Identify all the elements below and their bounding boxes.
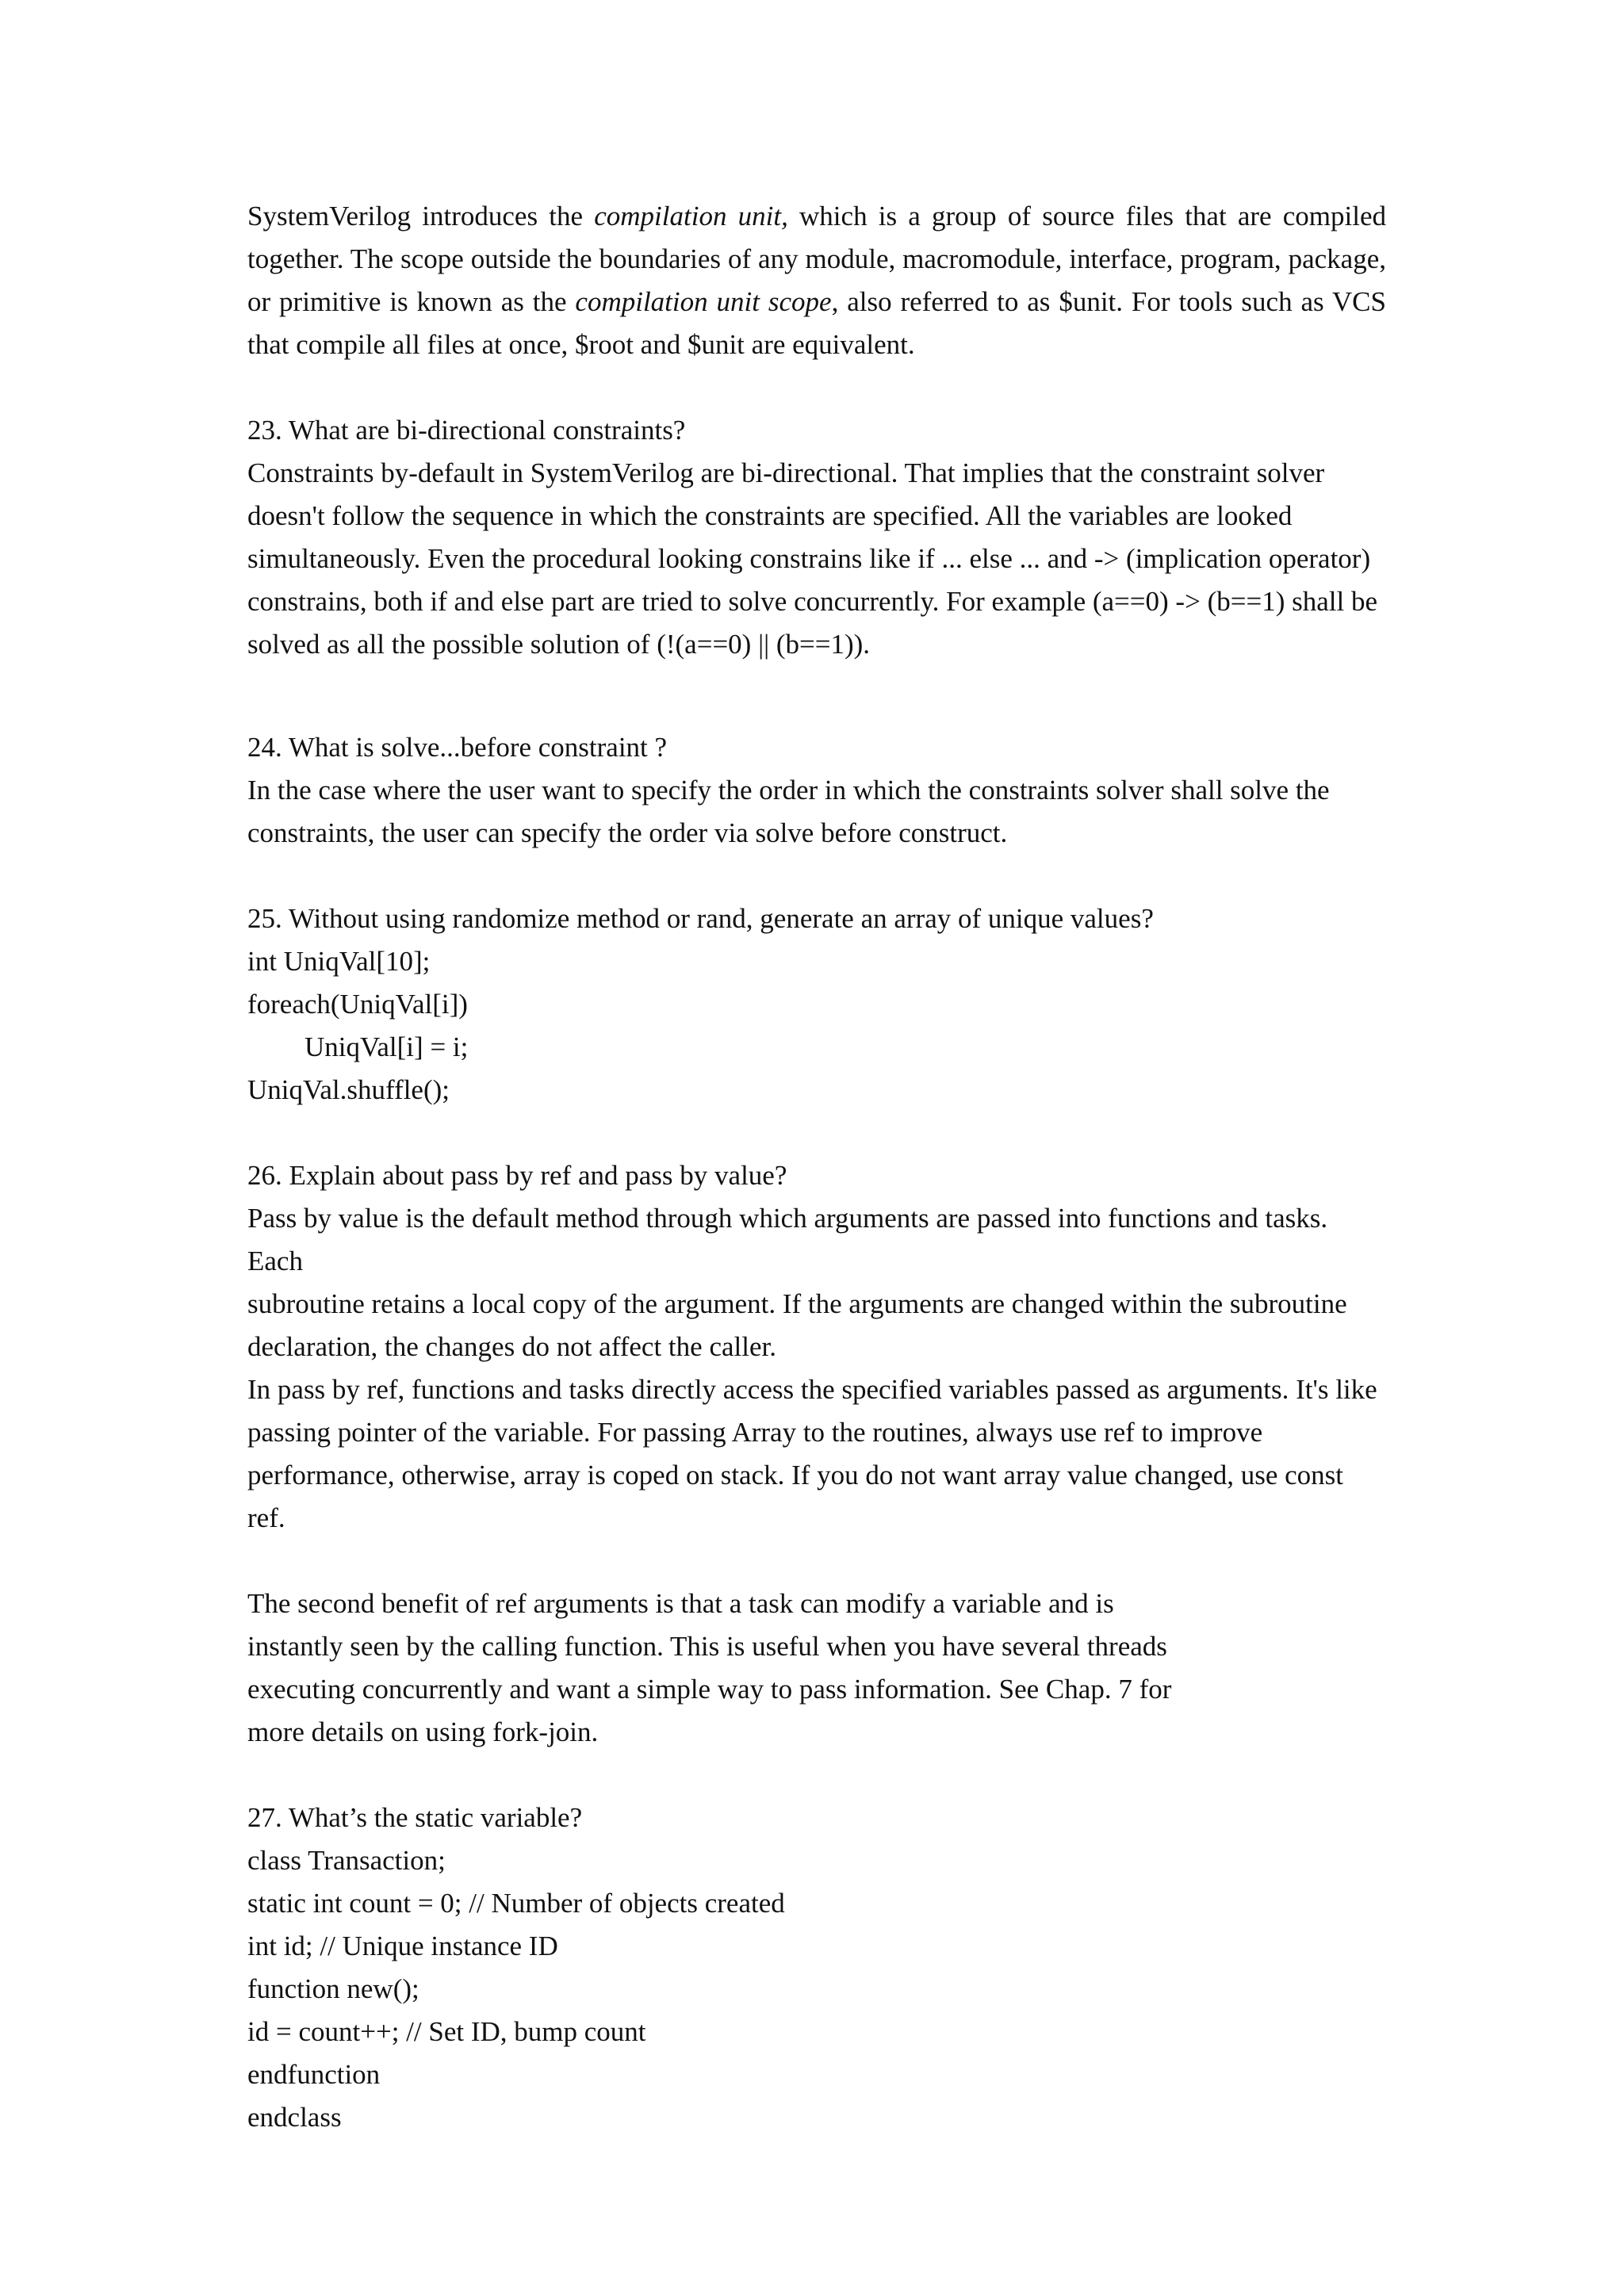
spacer — [247, 855, 1386, 897]
q26-extra-line-4: more details on using fork-join. — [247, 1716, 599, 1747]
q27-code-line-2: static int count = 0; // Number of objects created — [247, 1888, 785, 1919]
q23-line-1: Constraints by-default in SystemVerilog are bi-directional. That implies that the constraint solver — [247, 457, 1325, 488]
question-24 — [247, 726, 1386, 855]
q26-line-4: In pass by ref, functions and tasks directly access the specified variables passed as arguments. It's like — [247, 1374, 1377, 1405]
intro-line-2: together. The scope outside the boundaries of any module, macromodule, interface, program, package, — [247, 243, 1386, 274]
q27-code-line-5: id = count++; // Set ID, bump count — [247, 2016, 646, 2047]
intro-line-3-tail: , also referred to as $unit. For tools such as VCS — [831, 286, 1386, 317]
q27-code-line-1: class Transaction; — [247, 1845, 446, 1876]
question-26 — [247, 1154, 1386, 1754]
q23-line-2: doesn't follow the sequence in which the constraints are specified. All the variables are looked — [247, 500, 1293, 531]
q26-extra-line-3: executing concurrently and want a simple way to pass information. See Chap. 7 for — [247, 1674, 1172, 1705]
intro-line-3 — [247, 281, 1386, 323]
intro-line-3-text: or primitive is known as the — [247, 286, 576, 317]
question-23-title: 23. What are bi-directional constraints? — [247, 415, 686, 446]
q27-code-line-3: int id; // Unique instance ID — [247, 1931, 558, 1961]
q25-code-line-1: int UniqVal[10]; — [247, 946, 431, 977]
intro-line-1-text: SystemVerilog introduces the — [247, 201, 595, 232]
q25-code-line-4: UniqVal.shuffle(); — [247, 1074, 450, 1105]
q23-line-3: simultaneously. Even the procedural looking constrains like if ... else ... and -> (implication operator) — [247, 543, 1371, 574]
question-24-title: 24. What is solve...before constraint ? — [247, 732, 668, 763]
spacer — [247, 1540, 1386, 1582]
spacer — [247, 1754, 1386, 1797]
q23-line-4: constrains, both if and else part are tried to solve concurrently. For example (a==0) -> (b==1) shall be — [247, 586, 1378, 617]
page-content — [247, 195, 1386, 2139]
q26-line-2: subroutine retains a local copy of the argument. If the arguments are changed within the subroutine — [247, 1288, 1347, 1319]
compilation-unit-term: compilation unit, — [594, 201, 788, 232]
spacer — [247, 1112, 1386, 1154]
q24-line-2: constraints, the user can specify the order via solve before construct. — [247, 817, 1008, 848]
q27-code-line-6: endfunction — [247, 2059, 381, 2090]
q26-line-5: passing pointer of the variable. For passing Array to the routines, always use ref to improve — [247, 1417, 1263, 1448]
intro-line-1 — [247, 195, 1386, 238]
intro-line-4: that compile all files at once, $root and $unit are equivalent. — [247, 329, 915, 360]
q26-line-6: performance, otherwise, array is coped on stack. If you do not want array value changed, use const ref. — [247, 1460, 1343, 1533]
question-25 — [247, 897, 1386, 1112]
q27-code-line-4: function new(); — [247, 1973, 419, 2004]
q26-extra-line-2: instantly seen by the calling function. This is useful when you have several threads — [247, 1631, 1167, 1662]
question-23 — [247, 409, 1386, 666]
intro-paragraph — [247, 195, 1386, 366]
q27-code-line-7: endclass — [247, 2102, 342, 2133]
q25-code-line-3: UniqVal[i] = i; — [304, 1031, 469, 1062]
q26-line-1: Pass by value is the default method through which arguments are passed into functions and tasks. Each — [247, 1203, 1328, 1276]
question-27 — [247, 1797, 1386, 2139]
intro-line-1-tail: which is a group of source files that are compiled — [787, 201, 1387, 232]
q24-line-1: In the case where the user want to specify the order in which the constraints solver shall solve the — [247, 775, 1330, 806]
q26-extra-line-1: The second benefit of ref arguments is that a task can modify a variable and is — [247, 1588, 1114, 1619]
q26-line-3: declaration, the changes do not affect the caller. — [247, 1331, 776, 1362]
q25-code-line-2: foreach(UniqVal[i]) — [247, 989, 468, 1020]
question-27-title: 27. What’s the static variable? — [247, 1802, 583, 1833]
question-25-title: 25. Without using randomize method or rand, generate an array of unique values? — [247, 903, 1154, 934]
q23-line-5: solved as all the possible solution of (!(a==0) || (b==1)). — [247, 629, 871, 660]
spacer — [247, 366, 1386, 409]
compilation-unit-scope-term: compilation unit scope — [575, 286, 832, 317]
spacer — [247, 666, 1386, 726]
question-26-title: 26. Explain about pass by ref and pass by value? — [247, 1160, 787, 1191]
